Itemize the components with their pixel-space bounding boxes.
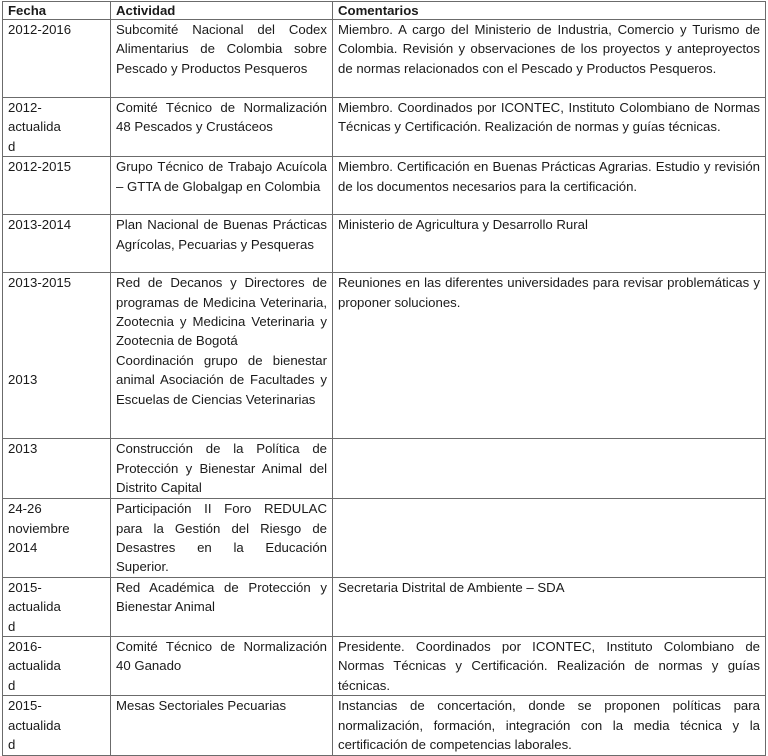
cell-comentarios [333,439,766,499]
actividad-text-secondary: Coordinación grupo de bienestar animal Asociación de Facultades y Escuelas de Ciencias Veterinarias [116,352,327,407]
cell-comentarios: Ministerio de Agricultura y Desarrollo Rural [333,215,766,273]
cell-fecha: 2012-2016 [3,20,111,98]
cell-comentarios: Miembro. A cargo del Ministerio de Industria, Comercio y Turismo de Colombia. Revisión y observaciones de los proyectos y anteproyectos de normas relacionados con el Pescado y Productos Pesqueros. [333,20,766,98]
table-row [3,98,766,157]
fecha-text-secondary: 2013 [8,372,38,388]
fecha-text: 2015- actualidad [8,698,61,753]
cell-comentarios: Miembro. Certificación en Buenas Prácticas Agrarias. Estudio y revisión de los documentos necesarios para la certificación. [333,157,766,215]
cell-comentarios: Miembro. Coordinados por ICONTEC, Instituto Colombiano de Normas Técnicas y Certificación. Realización de normas y guías técnicas. [333,98,766,157]
fecha-text: 24-26 noviembre 2014 [8,501,70,556]
cell-actividad: Plan Nacional de Buenas Prácticas Agrícolas, Pecuarias y Pesqueras [111,215,333,273]
cell-actividad: Participación II Foro REDULAC para la Gestión del Riesgo de Desastres en la Educación Superior. [111,499,333,578]
table-row [3,499,766,578]
cell-actividad: Comité Técnico de Normalización 40 Ganado [111,637,333,696]
cell-fecha: 2013 [3,439,111,499]
cell-comentarios [333,499,766,578]
cell-actividad: Construcción de la Política de Protección y Bienestar Animal del Distrito Capital [111,439,333,499]
fecha-text: 2013-2015 [8,275,72,291]
cell-actividad: Red Académica de Protección y Bienestar Animal [111,577,333,636]
cell-fecha [3,696,111,755]
column-header-actividad: Actividad [111,2,333,20]
cell-fecha [3,273,111,439]
table-row [3,577,766,636]
table-row [3,637,766,696]
cell-actividad: Comité Técnico de Normalización 48 Pescados y Crustáceos [111,98,333,157]
column-header-comentarios: Comentarios [333,2,766,20]
cell-actividad: Subcomité Nacional del Codex Alimentarius de Colombia sobre Pescado y Productos Pesqueros [111,20,333,98]
table-header-row [3,2,766,20]
cell-actividad: Mesas Sectoriales Pecuarias [111,696,333,755]
table-row [3,20,766,98]
cell-comentarios: Instancias de concertación, donde se proponen políticas para normalización, formación, integración con la media técnica y la certificación de competencias laborales. [333,696,766,755]
table-row [3,273,766,439]
cell-comentarios: Presidente. Coordinados por ICONTEC, Instituto Colombiano de Normas Técnicas y Certificación. Realización de normas y guías técnicas. [333,637,766,696]
table-row [3,215,766,273]
fecha-text: 2012- actualidad [8,100,61,154]
cell-fecha [3,577,111,636]
fecha-text: 2015- actualidad [8,579,61,634]
cell-comentarios: Secretaria Distrital de Ambiente – SDA [333,577,766,636]
table-row [3,439,766,499]
actividad-text: Red de Decanos y Directores de programas de Medicina Veterinaria, Zootecnia y Medicina Veterinaria y Zootecnia de Bogotá [116,275,327,349]
cell-fecha [3,637,111,696]
cell-fecha [3,499,111,578]
table-row [3,696,766,755]
table-row [3,157,766,215]
activities-table [2,1,766,756]
cell-actividad: Grupo Técnico de Trabajo Acuícola – GTTA de Globalgap en Colombia [111,157,333,215]
cell-actividad [111,273,333,439]
cell-fecha: 2013-2014 [3,215,111,273]
column-header-fecha: Fecha [3,2,111,20]
fecha-text: 2016- actualidad [8,639,61,693]
cell-comentarios: Reuniones en las diferentes universidades para revisar problemáticas y proponer soluciones. [333,273,766,439]
cell-fecha [3,98,111,157]
cell-fecha: 2012-2015 [3,157,111,215]
